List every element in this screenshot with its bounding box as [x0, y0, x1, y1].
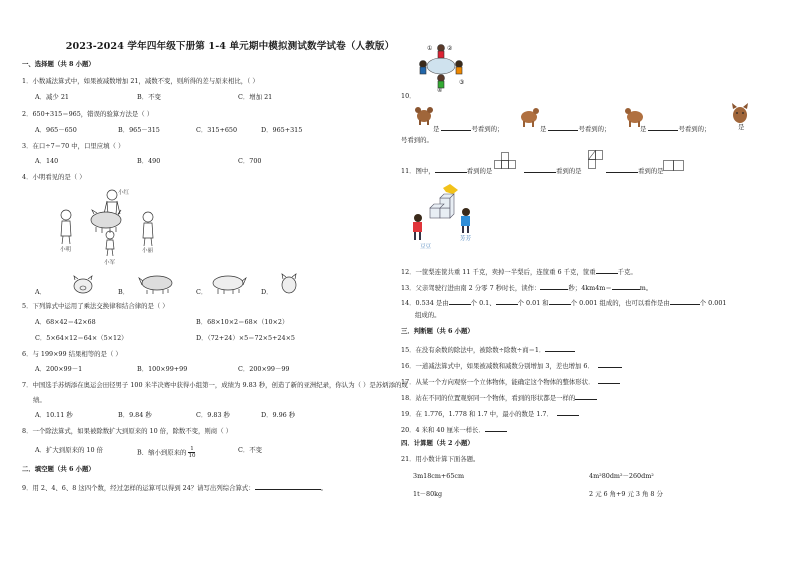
question-2: 2．650+315＝965，错误的验算方法是（ ） — [22, 110, 154, 118]
q10-item-3 — [640, 123, 710, 134]
q10-text: 号看到的； — [578, 125, 611, 133]
question-text: 个 0.001 — [699, 299, 727, 307]
question-11-part2 — [524, 165, 582, 176]
option: C．700 — [238, 157, 262, 165]
option: B．9.84 秒 — [118, 411, 152, 419]
question-text: m。 — [639, 284, 653, 292]
question-text: 9．用 2、4、6、8 这四个数，经过怎样的运算可以得到 24？请写出列综合算式： — [22, 484, 255, 492]
animal-view-1-icon — [413, 104, 435, 126]
question-text: 19．在 1.776，1.778 和 1.7 中，最小的数是 1.7． — [401, 410, 553, 418]
option: C． — [196, 288, 208, 296]
answer-blank[interactable] — [441, 123, 471, 131]
option: C．5×64×12＝64×（5×12） — [35, 334, 128, 342]
q10-text: 号看到的； — [678, 125, 711, 133]
animal-view-2-icon — [518, 106, 540, 128]
question-18 — [401, 392, 597, 403]
question-7: 7．中国选手苏炳添在奥运会田径男子 100 米半决赛中获得小组第一，成绩为 9.83 秒，创造了新的亚洲纪录，你认为（ ）是苏炳添的成 — [22, 381, 408, 389]
option: C．200×99－99 — [238, 365, 290, 373]
question-21: 21．用小数计算下面各题。 — [401, 455, 480, 463]
q10-text: 是 — [540, 125, 547, 133]
answer-blank[interactable] — [485, 424, 507, 432]
option: B．68×10×2＝68×（10×2） — [196, 318, 289, 326]
question-1: 1．小数减法算式中，如果被减数增加 21，减数不变，则所得的差与原来相比，（ ） — [22, 77, 259, 85]
option: C．增加 21 — [238, 93, 273, 101]
option: A．68×42＝42×68 — [35, 318, 96, 326]
q10-text: 是 — [640, 125, 647, 133]
question-text: 18．站在不同的位置观察同一个物体，看到的形状都是一样的 — [401, 394, 576, 402]
pig-other-side-view-icon — [208, 273, 248, 295]
question-8: 8．一个除法算式，如果被除数扩大到原来的 10 倍，除数不变，则商（ ） — [22, 427, 233, 435]
option: A．200×99－1 — [35, 365, 83, 373]
answer-blank[interactable] — [540, 282, 568, 290]
question-15 — [401, 344, 575, 355]
answer-blank[interactable] — [575, 392, 597, 400]
calc-item: 3m18cm+65cm — [413, 472, 465, 480]
option: C．315+650 — [196, 126, 238, 134]
question-text: 千克。 — [617, 268, 637, 276]
question-20 — [401, 424, 507, 435]
option: B．不变 — [137, 93, 161, 101]
question-text: 11．图中， — [401, 167, 435, 175]
section-choice: 一、选择题（共 8 小题） — [22, 60, 95, 68]
option: A．减少 21 — [35, 93, 69, 101]
question-14-continued: 组成的。 — [415, 311, 441, 319]
option: D．（72+24）×5＝72×5+24×5 — [196, 334, 295, 342]
question-9 — [22, 482, 327, 493]
fraction-numerator: 1 — [190, 446, 194, 452]
label-doudou: 豆豆 — [420, 244, 432, 250]
option: D．9.96 秒 — [261, 411, 296, 419]
answer-blank[interactable] — [598, 360, 622, 368]
option-fraction — [137, 446, 195, 459]
answer-blank[interactable] — [549, 297, 571, 305]
question-5: 5．下列算式中运用了乘法交换律和结合律的是（ ） — [22, 302, 169, 310]
question-16 — [401, 360, 622, 371]
option: B．490 — [137, 157, 161, 165]
question-text: 15．在没有余数的除法中，被除数÷除数÷商＝1． — [401, 346, 546, 354]
option: A．扩大到原来的 10 倍 — [35, 446, 103, 454]
section-judge: 三．判断题（共 6 小题） — [401, 327, 474, 335]
calc-item: 1t－80kg — [413, 490, 443, 498]
question-text: 20．4 米和 40 厘米一样长． — [401, 426, 485, 434]
circle-label: ③ — [459, 79, 465, 86]
option: A． — [35, 288, 47, 296]
question-text: 看到的是 — [466, 167, 493, 175]
question-text: 个 0.001 组成的，也可以看作是由 — [570, 299, 670, 307]
fraction — [188, 446, 195, 459]
answer-blank[interactable] — [435, 165, 467, 173]
q10-item-4: 是 — [738, 123, 745, 131]
option-text: B．缩小到原来的 — [137, 448, 187, 457]
answer-blank[interactable] — [596, 266, 618, 274]
question-text: 17．从某一个方向观察一个立体物体，能确定这个物体的整体形状． — [401, 378, 595, 386]
question-text: 14．0.534 是由 — [401, 299, 449, 307]
circle-label: ① — [427, 45, 433, 52]
answer-blank[interactable] — [449, 297, 471, 305]
question-13 — [401, 282, 652, 293]
option: C．不变 — [238, 446, 263, 454]
option: B．965－315 — [118, 126, 160, 134]
question-11 — [401, 165, 492, 176]
answer-blank[interactable] — [496, 297, 518, 305]
question-text: 个 0.01 和 — [517, 299, 549, 307]
pig-back-view-icon — [280, 273, 298, 295]
answer-blank[interactable] — [524, 165, 556, 173]
question-text: 16．一道减法算式中，如果被减数和减数分别增加 3，差也增加 6． — [401, 362, 594, 370]
view-shape-1-icon — [494, 152, 518, 170]
option: C．9.83 秒 — [196, 411, 230, 419]
view-shape-3-icon — [663, 160, 687, 172]
circle-label: ② — [447, 45, 453, 52]
answer-blank[interactable] — [557, 408, 579, 416]
question-19 — [401, 408, 579, 419]
question-12 — [401, 266, 637, 277]
fraction-denominator: 10 — [188, 453, 196, 459]
question-text: 看到的是 — [638, 167, 664, 175]
label-xiaoli: 小丽 — [142, 248, 154, 254]
label-xiaohong: 小红 — [118, 190, 130, 196]
label-fangfang: 芳芳 — [460, 236, 472, 242]
answer-blank[interactable] — [670, 297, 700, 305]
calc-item: 2 元 6 角+9 元 3 角 8 分 — [589, 490, 663, 498]
option: A．10.11 秒 — [35, 411, 73, 419]
q10-item-2 — [540, 123, 610, 134]
view-shape-2-icon — [588, 150, 604, 170]
page-title: 2023-2024 学年四年级下册第 1-4 单元期中模拟测试数学试卷（人教版） — [65, 41, 395, 52]
answer-blank[interactable] — [606, 165, 638, 173]
question-text: 13．父亲驾驶行进由南 2 分零 7 秒时长，读作： — [401, 284, 541, 292]
question-7-continued: 绩。 — [33, 396, 46, 404]
question-4: 4．小明看见的是（ ） — [22, 173, 86, 181]
cubes-with-kids-figure — [408, 180, 488, 250]
question-10: 10． — [401, 92, 416, 100]
option: B．100×99+99 — [137, 365, 188, 373]
pig-side-view-icon — [137, 273, 177, 295]
answer-blank[interactable] — [545, 344, 575, 352]
children-around-pig-figure — [52, 184, 162, 266]
option: D．965+315 — [261, 126, 303, 134]
answer-blank[interactable] — [255, 482, 321, 490]
question-text: 秒；4km4m＝ — [568, 284, 612, 292]
section-calc: 四．计算题（共 2 小题） — [401, 439, 474, 447]
q10-text: 是 — [433, 125, 440, 133]
calc-item: 4m²80dm²－260dm² — [589, 472, 654, 480]
pig-front-view-icon — [70, 275, 96, 295]
option: A．965－650 — [35, 126, 77, 134]
label-xiaoming: 小明 — [60, 247, 72, 253]
question-text: 看到的是 — [556, 167, 582, 175]
q10-item-5: 号看到的。 — [401, 136, 433, 144]
kids-around-table-figure — [415, 40, 467, 92]
option: B． — [118, 288, 130, 296]
answer-blank[interactable] — [612, 282, 640, 290]
q10-item-1 — [433, 123, 503, 134]
question-11-part3 — [606, 165, 664, 176]
question-text: 个 0.1、 — [470, 299, 496, 307]
option: D． — [261, 288, 273, 296]
question-14 — [401, 297, 726, 308]
option: A．140 — [35, 157, 59, 165]
label-xiaojun: 小军 — [104, 260, 116, 266]
question-end: 。 — [320, 484, 328, 492]
circle-label: ④ — [437, 87, 443, 92]
answer-blank[interactable] — [648, 123, 678, 131]
question-3: 3．在口÷7＝70 中，口里应填（ ） — [22, 142, 125, 150]
question-17 — [401, 376, 620, 387]
answer-blank[interactable] — [548, 123, 578, 131]
section-fill: 二．填空题（共 6 小题） — [22, 465, 95, 473]
question-text: 12．一筐梨连筐共重 11 千克，卖掉一半梨后，连筐重 6 千克，筐重 — [401, 268, 596, 276]
answer-blank[interactable] — [598, 376, 620, 384]
question-6: 6．与 199×99 结果相等的是（ ） — [22, 350, 122, 358]
q10-text: 号看到的； — [471, 125, 504, 133]
